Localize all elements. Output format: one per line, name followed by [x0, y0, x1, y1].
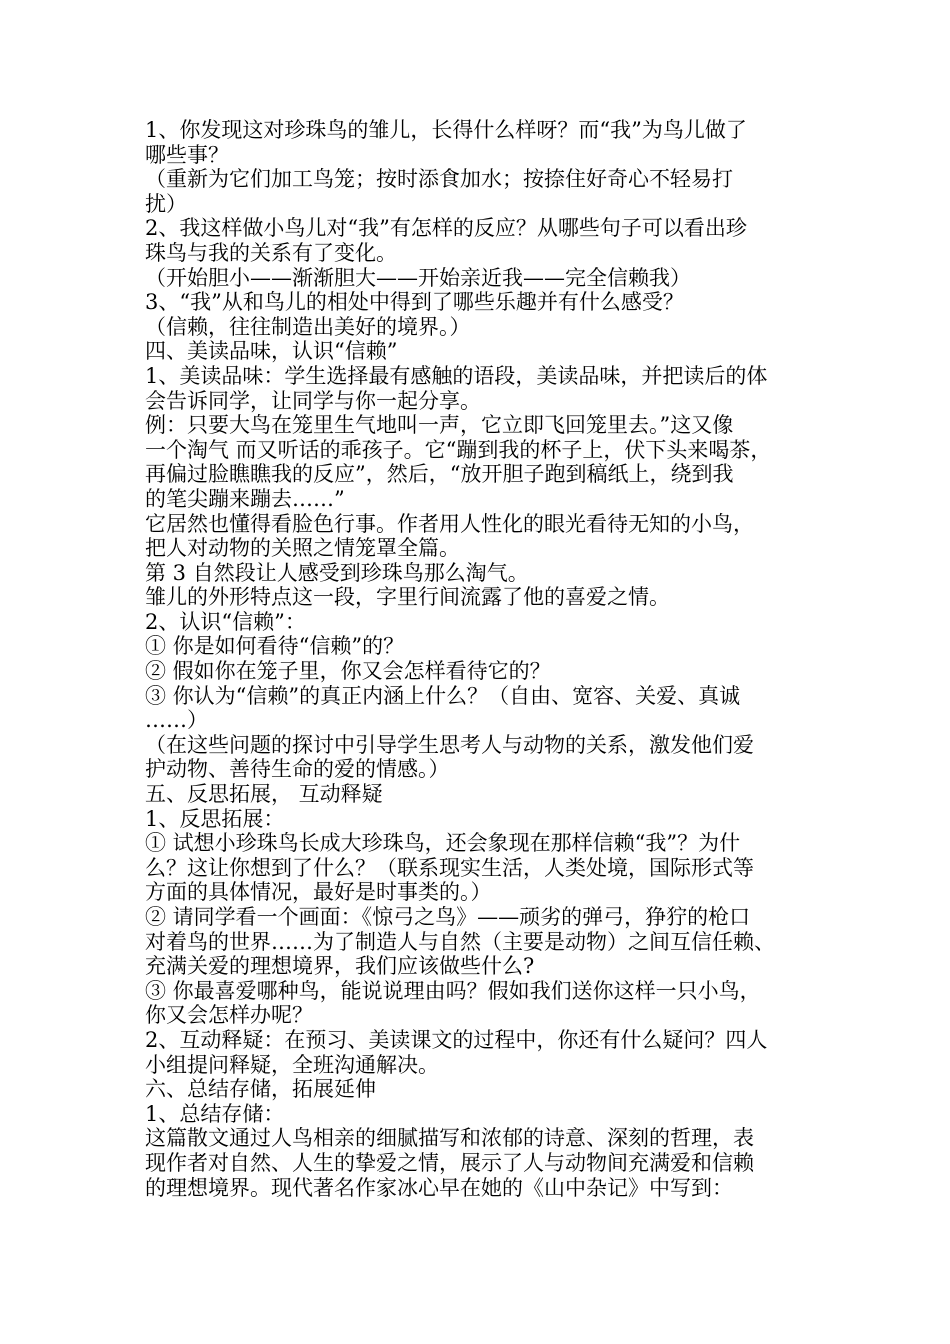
text-line: ① 试想小珍珠鸟长成大珍珠鸟，还会象现在那样信赖“我”？为什 — [145, 831, 741, 856]
text-line: 现作者对自然、人生的挚爱之情，展示了人与动物间充满爱和信赖 — [145, 1150, 754, 1175]
text-line: ② 请同学看一个画面：《惊弓之鸟》——顽劣的弹弓，狰狞的枪口 — [145, 905, 751, 929]
text-line: （重新为它们加工鸟笼；按时添食加水；按捺住好奇心不轻易打 — [145, 167, 733, 192]
text-line: 方面的具体情况，最好是时事类的。） — [145, 880, 492, 905]
text-line: 第 3 自然段让人感受到珍珠鸟那么淘气。 — [145, 560, 529, 585]
document-body — [145, 118, 817, 1200]
text-line: 例：只要大鸟在笼里生气地叫一声，它立即飞回笼里去。”这又像 — [145, 413, 734, 438]
text-line: 再偏过脸瞧瞧我的反应”，然后，“放开胆子跑到稿纸上，绕到我 — [145, 462, 734, 487]
text-line: ② 假如你在笼子里，你又会怎样看待它的？ — [145, 659, 551, 684]
text-line: 一个淘气 而又听话的乖孩子。它“蹦到我的杯子上，伏下头来喝茶， — [145, 437, 772, 462]
text-line: ……） — [145, 708, 208, 733]
text-line: 2、认识“信赖”： — [145, 609, 306, 634]
text-line: 的理想境界。现代著名作家冰心早在她的《山中杂记》中写到： — [145, 1175, 733, 1200]
text-line: 这篇散文通过人鸟相亲的细腻描写和浓郁的诗意、深刻的哲理，表 — [145, 1126, 754, 1151]
text-line: 小组提问释疑，全班沟通解决。 — [145, 1052, 439, 1077]
text-line: 的笔尖蹦来蹦去……” — [145, 486, 345, 511]
text-line: 哪些事？ — [145, 142, 229, 167]
text-line: 2、我这样做小鸟儿对“我”有怎样的反应？从哪些句子可以看出珍 — [145, 216, 747, 241]
text-line: ③ 你最喜爱哪种鸟，能说说理由吗？假如我们送你这样一只小鸟， — [145, 978, 761, 1003]
text-line: 四、美读品味，认识“信赖” — [145, 339, 398, 364]
text-line: 它居然也懂得看脸色行事。作者用人性化的眼光看待无知的小鸟， — [145, 511, 754, 536]
text-line: 六、总结存储，拓展延伸 — [145, 1077, 376, 1102]
text-line: 扰） — [145, 191, 187, 216]
text-line: 1、总结存储： — [145, 1101, 285, 1126]
text-line: 么？这让你想到了什么？（联系现实生活，人类处境，国际形式等 — [145, 855, 754, 880]
text-line: 1、你发现这对珍珠鸟的雏儿，长得什么样呀？而“我”为鸟儿做了 — [145, 118, 747, 142]
text-line: 对着鸟的世界……为了制造人与自然（主要是动物）之间互信任赖、 — [145, 929, 775, 954]
text-line: 3、“我”从和鸟儿的相处中得到了哪些乐趣并有什么感受？ — [145, 290, 684, 315]
text-line: 珠鸟与我的关系有了变化。 — [145, 240, 397, 265]
text-line: 1、美读品味：学生选择最有感触的语段，美读品味，并把读后的体 — [145, 363, 768, 388]
text-line: 五、反思拓展， 互动释疑 — [145, 782, 383, 807]
text-line: 2、互动释疑：在预习、美读课文的过程中，你还有什么疑问？四人 — [145, 1027, 768, 1052]
text-line: ③ 你认为“信赖”的真正内涵上什么？（自由、宽容、关爱、真诚 — [145, 683, 741, 708]
text-line: 把人对动物的关照之情笼罩全篇。 — [145, 536, 460, 561]
text-line: 1、反思拓展： — [145, 806, 285, 831]
text-line: （在这些问题的探讨中引导学生思考人与动物的关系，激发他们爱 — [145, 732, 754, 757]
text-line: ① 你是如何看待“信赖”的？ — [145, 634, 405, 659]
text-line: 雏儿的外形特点这一段，字里行间流露了他的喜爱之情。 — [145, 585, 670, 610]
text-line: 充满关爱的理想境界，我们应该做些什么? — [145, 954, 535, 979]
text-line: 护动物、善待生命的爱的情感。） — [145, 757, 450, 782]
text-line: 你又会怎样办呢？ — [145, 1003, 313, 1028]
text-line: （信赖，往往制造出美好的境界。） — [145, 314, 471, 339]
text-line: 会告诉同学，让同学与你一起分享。 — [145, 388, 481, 413]
text-line: （开始胆小——渐渐胆大——开始亲近我——完全信赖我） — [145, 265, 691, 290]
